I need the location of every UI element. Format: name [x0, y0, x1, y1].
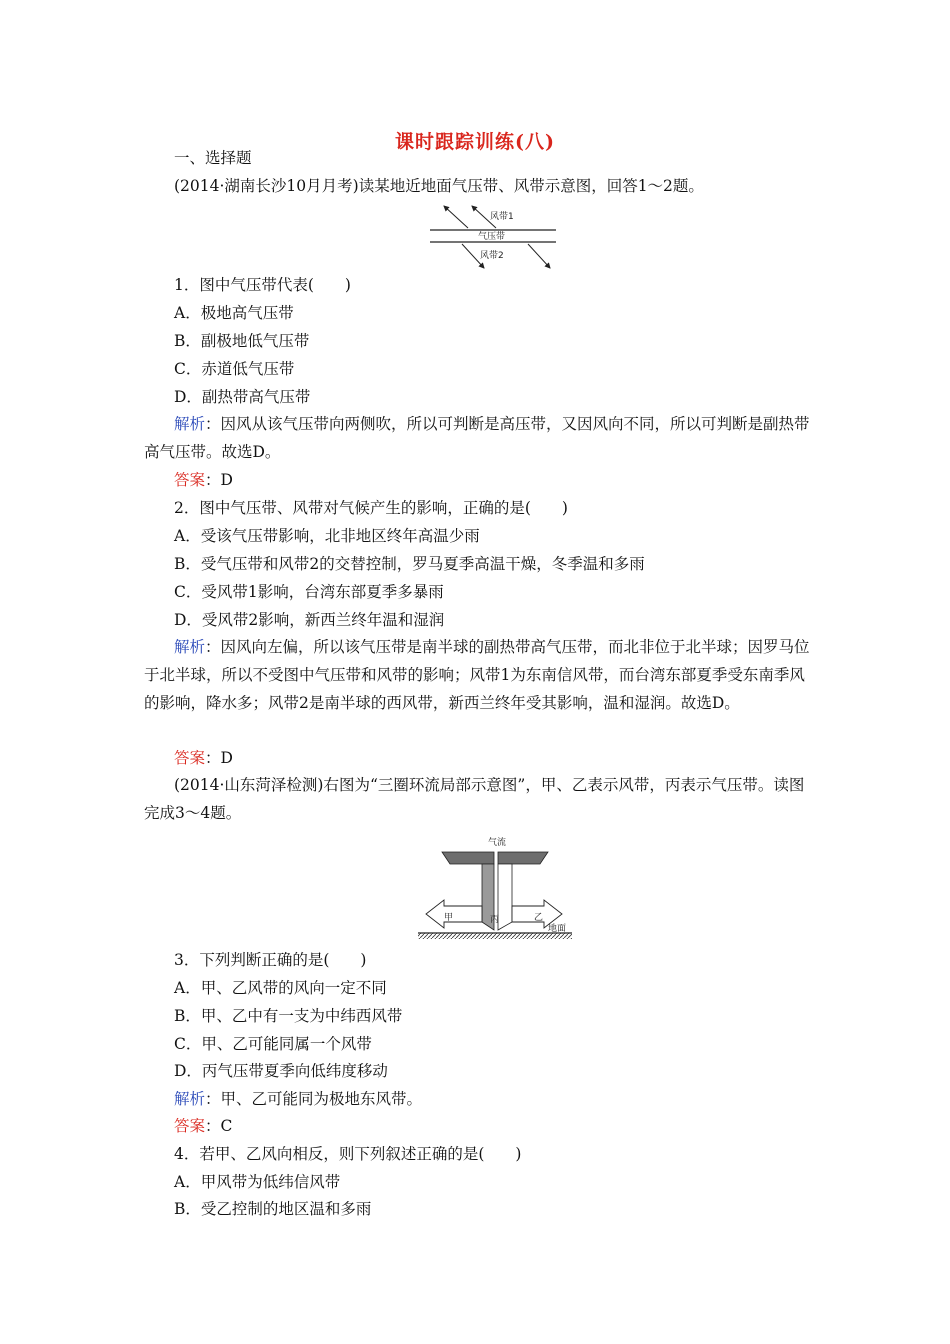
page-title: 课时跟踪训练(八)	[395, 131, 555, 153]
q3-analysis-text: ：甲、乙可能同为极地东风带。	[205, 1090, 423, 1108]
q3-stem: 3．下列判断正确的是( )	[174, 951, 367, 969]
q2-analysis-text: ：因风向左偏，所以该气压带是南半球的副热带高气压带，而北非位于北半球；因罗马位于北半球，所以不受图中气压带和风带的影响；风带1为东南信风带，而台湾东部夏季受东南季风的影响，降水多；风带2是南半球的西风带，新西兰终年受其影响，温和湿润。故选D。	[144, 638, 810, 712]
ground-label: 地面	[548, 924, 567, 934]
q1-answer	[174, 466, 233, 494]
q2-answer-text: ：D	[205, 749, 233, 767]
wind1-arrow-left	[444, 206, 468, 228]
q1-analysis-label: 解析	[174, 415, 206, 433]
q3-analysis-label: 解析	[174, 1090, 206, 1108]
q1-analysis-text: ：因风从该气压带向两侧吹，所以可判断是高压带，又因风向不同，所以可判断是副热带高气压带。故选D。	[144, 415, 810, 461]
q2-analysis-label: 解析	[174, 638, 206, 656]
q1-option-b: B．副极地低气压带	[174, 332, 310, 350]
q2-option-a: A．受该气压带影响，北非地区终年高温少雨	[174, 527, 480, 545]
q4-option-a: A．甲风带为低纬信风带	[174, 1173, 341, 1191]
jia-label: 甲	[444, 913, 454, 923]
figure-circulation-diagram	[416, 834, 574, 940]
wind1-label: 风带1	[490, 212, 514, 222]
q3-analysis	[174, 1085, 422, 1113]
q3-option-a: A．甲、乙风带的风向一定不同	[174, 979, 387, 997]
q3-option-d: D．丙气压带夏季向低纬度移动	[174, 1062, 388, 1080]
q2-analysis	[144, 633, 812, 717]
q1-stem: 1．图中气压带代表( )	[174, 276, 351, 294]
q3-option-b: B．甲、乙中有一支为中纬西风带	[174, 1007, 403, 1025]
right-top-band	[498, 852, 548, 864]
q2-option-c: C．受风带1影响，台湾东部夏季多暴雨	[174, 583, 444, 601]
q3-option-c: C．甲、乙可能同属一个风带	[174, 1035, 372, 1053]
airflow-label: 气流	[488, 838, 507, 848]
group1-source: (2014·湖南长沙10月月考)读某地近地面气压带、风带示意图，回答1～2题。	[174, 177, 704, 195]
wind2-label: 风带2	[480, 251, 504, 261]
q1-option-c: C．赤道低气压带	[174, 360, 295, 378]
yi-label: 乙	[534, 913, 544, 923]
left-top-band	[442, 852, 494, 864]
right-column	[498, 864, 512, 930]
q1-answer-text: ：D	[205, 471, 233, 489]
q1-analysis	[144, 410, 812, 466]
q3-answer-text: ：C	[205, 1117, 233, 1135]
group2-source: (2014·山东菏泽检测)右图为“三圈环流局部示意图”，甲、乙表示风带，丙表示气压带。读图完成3～4题。	[144, 776, 805, 822]
q2-option-d: D．受风带2影响，新西兰终年温和湿润	[174, 611, 445, 629]
q4-stem: 4．若甲、乙风向相反，则下列叙述正确的是( )	[174, 1145, 522, 1163]
q2-option-b: B．受气压带和风带2的交替控制，罗马夏季高温干燥，冬季温和多雨	[174, 555, 645, 573]
jia-arrow	[426, 900, 482, 928]
wind2-arrow-right	[528, 244, 550, 268]
q4-option-b: B．受乙控制的地区温和多雨	[174, 1200, 372, 1218]
pressure-label: 气压带	[478, 232, 506, 242]
figure-pressure-wind-belts	[428, 204, 558, 272]
q2-stem: 2．图中气压带、风带对气候产生的影响，正确的是( )	[174, 499, 568, 517]
q2-answer-label: 答案	[174, 749, 206, 767]
q1-option-a: A．极地高气压带	[174, 304, 294, 322]
bing-label: 丙	[490, 915, 500, 925]
section-heading: 一、选择题	[174, 149, 252, 167]
q1-option-d: D．副热带高气压带	[174, 388, 311, 406]
q2-answer	[174, 744, 233, 772]
q3-answer	[174, 1112, 232, 1140]
q1-answer-label: 答案	[174, 471, 206, 489]
q3-answer-label: 答案	[174, 1117, 206, 1135]
